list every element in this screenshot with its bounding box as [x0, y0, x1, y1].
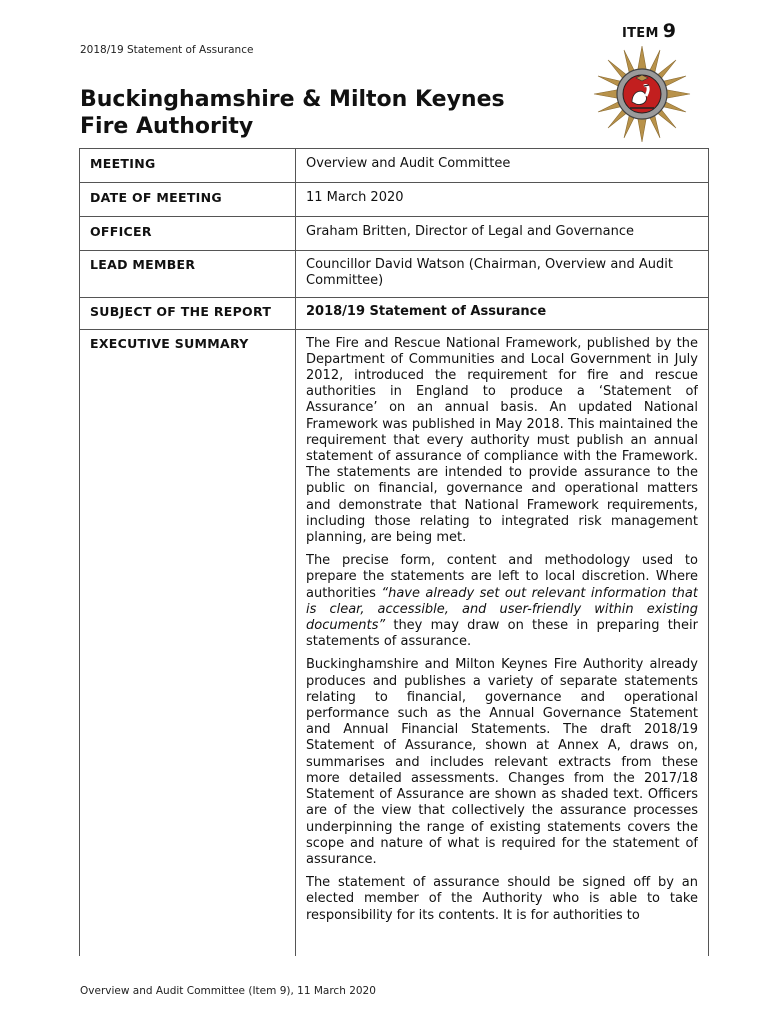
summary-text: [306, 336, 698, 948]
lead-member-key: LEAD MEMBER: [80, 251, 296, 298]
item-label-text: ITEM: [622, 26, 659, 41]
summary-paragraph-4: The statement of assurance should be signed off by an elected member of the Authority who is able to take responsibility for its contents. It is for authorities to: [306, 875, 698, 923]
summary-value: [296, 329, 709, 956]
summary-paragraph-1: The Fire and Rescue National Framework, published by the Department of Communities and Local Government in July 2012, introduced the requirement for fire and rescue authorities in England to produce a ‘Statement of Assurance’ on an annual basis. An updated National Framework was published in May 2018. This maintained the requirement that every authority must publish an annual statement of assurance of compliance with the Framework. The statements are intended to provide assurance to the public on financial, governance and operational matters and demonstrate that National Framework requirements, including those relating to integrated risk management planning, are being met.: [306, 335, 698, 546]
row-executive-summary: [80, 329, 709, 956]
page-footer: Overview and Audit Committee (Item 9), 11 March 2020: [80, 985, 376, 997]
row-lead-member: [80, 251, 709, 298]
row-date: [80, 183, 709, 217]
summary-paragraph-2: [306, 553, 698, 650]
date-key: DATE OF MEETING: [80, 183, 296, 217]
row-meeting: [80, 149, 709, 183]
officer-value: Graham Britten, Director of Legal and Governance: [296, 217, 709, 251]
subject-value: 2018/19 Statement of Assurance: [296, 298, 709, 329]
officer-key: OFFICER: [80, 217, 296, 251]
title-line-2: Fire Authority: [80, 114, 254, 139]
meeting-key: MEETING: [80, 149, 296, 183]
row-officer: [80, 217, 709, 251]
running-header: 2018/19 Statement of Assurance: [80, 44, 254, 56]
meeting-value: Overview and Audit Committee: [296, 149, 709, 183]
summary-p2-end: they may draw on these in preparing their statements of assurance.: [306, 618, 698, 650]
item-label: [622, 20, 676, 42]
fire-authority-crest-icon: [592, 44, 692, 144]
row-subject: [80, 298, 709, 329]
title-line-1: Buckinghamshire & Milton Keynes: [80, 87, 505, 112]
subject-key: SUBJECT OF THE REPORT: [80, 298, 296, 329]
document-title: [80, 86, 560, 140]
summary-p2-quote: “have already set out relevant information that is clear, accessible, and user-friendly within existing documents”: [306, 585, 698, 634]
item-number: 9: [662, 20, 677, 42]
summary-p2-start: The precise form, content and methodology used to prepare the statements are left to local discretion. Where authorities: [306, 553, 698, 601]
report-details-table: [79, 148, 709, 956]
lead-member-value: Councillor David Watson (Chairman, Overview and Audit Committee): [296, 251, 709, 298]
summary-key: EXECUTIVE SUMMARY: [80, 329, 296, 956]
summary-paragraph-3: Buckinghamshire and Milton Keynes Fire Authority already produces and publishes a variety of separate statements relating to financial, governance and operational performance such as the Annual Governance Statement and Annual Financial Statements. The draft 2018/19 Statement of Assurance, shown at Annex A, draws on, summarises and includes relevant extracts from these more detailed assessments. Changes from the 2017/18 Statement of Assurance are shown as shaded text. Officers are of the view that collectively the assurance processes underpinning the range of existing statements covers the scope and nature of what is required for the statement of assurance.: [306, 657, 698, 867]
date-value: 11 March 2020: [296, 183, 709, 217]
